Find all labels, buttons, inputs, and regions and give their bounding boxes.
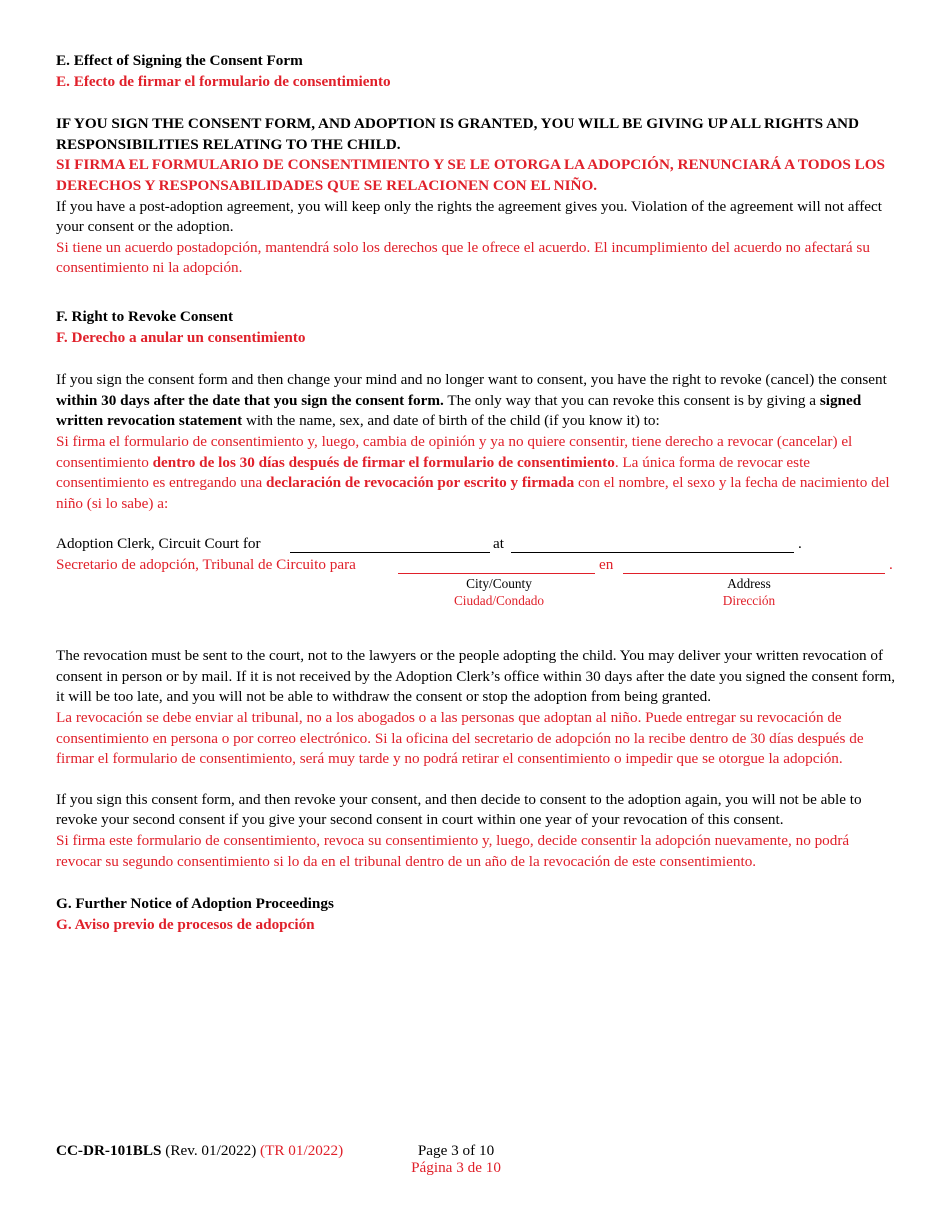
- document-page: [56, 51, 898, 935]
- period-es: .: [889, 556, 893, 574]
- form-id-line: [56, 1142, 343, 1159]
- section-f-para2-en: The revocation must be sent to the court, not to the lawyers or the people adopting the child. You may deliver your written revocation of consent in person or by mail. If it is not received by the Adoption Clerk’s office within 30 days after the date you signed the consent form, it will be too late, and you will not be able to withdraw the consent or stop the adoption from being granted.: [56, 647, 896, 706]
- section-f-para3-es: Si firma este formulario de consentimiento, revoca su consentimiento y, luego, decide consentir la adopción nuevamente, no podrá revocar su segundo consentimiento si lo da en el tribunal dentro de un año de la revocación de este consentimiento.: [56, 832, 850, 870]
- address-field-es[interactable]: [623, 572, 885, 574]
- address-caption-es: Dirección: [722, 593, 776, 609]
- section-e-warning-es: SI FIRMA EL FORMULARIO DE CONSENTIMIENTO Y SE LE OTORGA LA ADOPCIÓN, RENUNCIARÁ A TODOS LOS DERECHOS Y RESPONSABILIDADES QUE SE RELACIONEN CON EL NIÑO.: [56, 156, 886, 194]
- address-caption-en: Address: [727, 576, 771, 592]
- section-g-heading-es: G. Aviso previo de procesos de adopción: [56, 915, 315, 933]
- clerk-label-es: Secretario de adopción, Tribunal de Circuito para: [56, 556, 356, 574]
- clerk-line-es: [56, 555, 356, 576]
- section-f-para1-es: Si firma el formulario de consentimiento y, luego, cambia de opinión y ya no quiere consentir, tiene derecho a revocar (cancelar) el consentimiento dentro de los 30 días después de firmar el formulario de consentimiento. La única forma de revocar este consentimiento es entregando una declaración de revocación por escrito y firmada con el nombre, el sexo y la fecha de nacimiento del niño (si lo sabe) a:: [56, 432, 890, 512]
- section-f-para3-en: If you sign this consent form, and then revoke your consent, and then decide to consent to the adoption again, you will not be able to revoke your second consent if you give your second consent in court within one year of your revocation of this consent.: [56, 790, 862, 829]
- section-f-para1-en: If you sign the consent form and then change your mind and no longer want to consent, you have the right to revoke (cancel) the consent within 30 days after the date that you sign the consent form. The only way that you can revoke this consent is by giving a signed written revocation statement with the name, sex, and date of birth of the child (if you know it) to:: [56, 371, 887, 430]
- page-number: [396, 1142, 516, 1176]
- section-e-warning-en: IF YOU SIGN THE CONSENT FORM, AND ADOPTION IS GRANTED, YOU WILL BE GIVING UP ALL RIGHTS AND RESPONSIBILITIES RELATING TO THE CHILD.: [56, 115, 859, 153]
- section-e-heading-en: E. Effect of Signing the Consent Form: [56, 52, 303, 69]
- section-e-heading-es: E. Efecto de firmar el formulario de consentimiento: [56, 72, 391, 90]
- page-number-en: Page 3 of 10: [417, 1142, 495, 1159]
- period-en: .: [798, 535, 802, 553]
- city-county-field-en[interactable]: [290, 551, 490, 553]
- section-f-heading-es: F. Derecho a anular un consentimiento: [56, 328, 306, 346]
- at-label-en: at: [493, 535, 504, 553]
- section-e-body-en: If you have a post-adoption agreement, you will keep only the rights the agreement gives you. Violation of the agreement will not affect your consent or the adoption.: [56, 197, 883, 236]
- clerk-line-en: [56, 534, 261, 555]
- section-f-heading-en: F. Right to Revoke Consent: [56, 307, 234, 325]
- city-county-caption-es: Ciudad/Condado: [453, 593, 545, 609]
- city-county-field-es[interactable]: [398, 572, 595, 574]
- form-id: CC-DR-101BLS: [56, 1142, 162, 1159]
- section-g-heading-en: G. Further Notice of Adoption Proceedings: [56, 895, 334, 913]
- page-number-es: Página 3 de 10: [411, 1159, 501, 1176]
- clerk-address-block: [56, 534, 898, 624]
- section-f-para2-es: La revocación se debe enviar al tribunal, no a los abogados o a las personas que adoptan al niño. Puede entregar su revocación de consentimiento en persona o por correo electrónico. Si la oficina del secretario de adopción no la recibe dentro de 30 días después de firmar el formulario de consentimiento, será muy tarde y no podrá retirar el consentimiento o impedir que se otorgue la adopción.: [56, 709, 864, 768]
- section-e-body-es: Si tiene un acuerdo postadopción, mantendrá solo los derechos que le ofrece el acuerdo. El incumplimiento del acuerdo no afectará su consentimiento ni la adopción.: [56, 238, 870, 277]
- form-translation-revision: (TR 01/2022): [260, 1142, 344, 1159]
- form-revision: (Rev. 01/2022): [165, 1142, 257, 1159]
- city-county-caption-en: City/County: [466, 576, 532, 592]
- clerk-label-en: Adoption Clerk, Circuit Court for: [56, 535, 261, 553]
- at-label-es: en: [599, 556, 614, 574]
- address-field-en[interactable]: [511, 551, 794, 553]
